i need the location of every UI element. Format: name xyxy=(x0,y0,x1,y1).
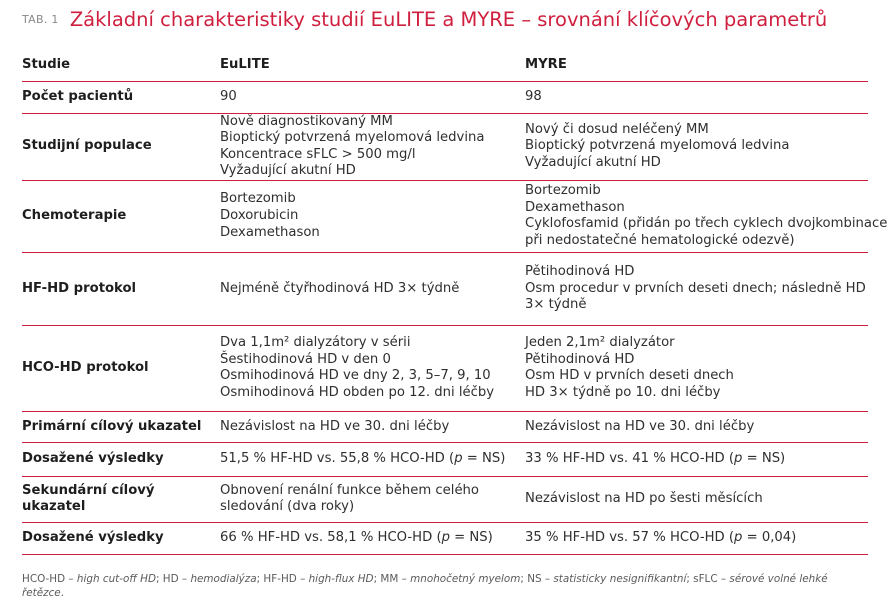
cell-line: sledování (dva roky) xyxy=(220,499,355,515)
footnote-end: ; xyxy=(520,573,528,585)
cell-line: Dva 1,1m² dialyzátory v sérii xyxy=(220,335,411,351)
cell-line: Nejméně čtyřhodinová HD 3× týdně xyxy=(220,280,460,296)
cell-line: 98 xyxy=(525,88,542,104)
table-row xyxy=(22,180,868,252)
cell-line: Cyklofosfamid (přidán po třech cyklech dvojkombinace xyxy=(525,216,888,232)
cell-line: Bortezomib xyxy=(525,183,601,199)
table-row xyxy=(22,522,868,554)
cell-myre xyxy=(525,325,868,411)
table-row xyxy=(22,252,868,325)
cell-line: při nedostatečné hematologické odezvě) xyxy=(525,232,795,248)
cell-line: Nově diagnostikovaný MM xyxy=(220,113,393,129)
footnote-abbr: sFLC xyxy=(693,573,718,585)
footnote-sep: – xyxy=(178,573,191,585)
cell-line: Bioptický potvrzená myelomová ledvina xyxy=(525,138,790,154)
cell-eulite xyxy=(220,325,525,411)
row-label: Studijní populace xyxy=(22,113,220,180)
cell-eulite xyxy=(220,522,525,554)
footnote-sep: – xyxy=(398,573,411,585)
cell-line: 66 % HF-HD vs. 58,1 % HCO-HD (p = NS) xyxy=(220,530,493,546)
footnote-def: high cut-off HD xyxy=(76,573,156,585)
cell-line: HD 3× týdně po 10. dni léčby xyxy=(525,384,721,400)
cell-line: 90 xyxy=(220,88,237,104)
footnote-def: statisticky nesignifikantní xyxy=(553,573,687,585)
footnote-abbr: MM xyxy=(380,573,399,585)
cell-myre xyxy=(525,252,868,325)
cell-eulite xyxy=(220,252,525,325)
footnote-def: mnohočetný myelom xyxy=(410,573,521,585)
cell-line: Osmihodinová HD ve dny 2, 3, 5–7, 9, 10 xyxy=(220,368,491,384)
table-header-row xyxy=(22,50,868,81)
cell-eulite xyxy=(220,442,525,476)
footnote-sep: – xyxy=(541,573,554,585)
cell-myre xyxy=(525,476,868,522)
cell-line: Vyžadující akutní HD xyxy=(220,163,356,179)
comparison-table xyxy=(22,50,888,555)
cell-line: Pětihodinová HD xyxy=(525,263,635,279)
column-header-studie: Studie xyxy=(22,50,220,81)
cell-line: Osmihodinová HD obden po 12. dni léčby xyxy=(220,384,495,400)
row-label: Počet pacientů xyxy=(22,81,220,113)
cell-line: Pětihodinová HD xyxy=(525,351,635,367)
table-row xyxy=(22,476,868,522)
cell-myre xyxy=(525,442,868,476)
cell-eulite xyxy=(220,411,525,442)
cell-line: Dexamethason xyxy=(220,224,320,240)
table-row xyxy=(22,411,868,442)
footnote-def: sérové volné lehké řetězce xyxy=(22,573,828,599)
footnote-end: ; xyxy=(373,573,381,585)
cell-myre xyxy=(525,81,868,113)
cell-line: Nový či dosud neléčený MM xyxy=(525,121,709,137)
cell-myre xyxy=(525,180,888,252)
row-label: HF-HD protokol xyxy=(22,252,220,325)
cell-line: Doxorubicin xyxy=(220,208,299,224)
row-label: Primární cílový ukazatel xyxy=(22,411,220,442)
cell-line: 33 % HF-HD vs. 41 % HCO-HD (p = NS) xyxy=(525,451,786,467)
footnote-abbr: HF-HD xyxy=(263,573,297,585)
cell-line: 3× týdně xyxy=(525,297,587,313)
footnote-end: ; xyxy=(686,573,694,585)
cell-myre xyxy=(525,411,868,442)
row-label: Dosažené výsledky xyxy=(22,442,220,476)
cell-line: 51,5 % HF-HD vs. 55,8 % HCO-HD (p = NS) xyxy=(220,451,506,467)
cell-line: Vyžadující akutní HD xyxy=(525,154,661,170)
table-row xyxy=(22,325,868,411)
cell-eulite xyxy=(220,180,525,252)
table-caption xyxy=(22,8,827,31)
cell-line: Nezávislost na HD po šesti měsících xyxy=(525,491,763,507)
footnote-sep: – xyxy=(65,573,77,585)
cell-myre xyxy=(525,113,868,180)
cell-eulite xyxy=(220,476,525,522)
cell-line: Jeden 2,1m² dialyzátor xyxy=(525,335,675,351)
row-label: Chemoterapie xyxy=(22,180,220,252)
footnote-end: . xyxy=(60,586,65,599)
footnote-sep: – xyxy=(717,573,730,585)
cell-line: 35 % HF-HD vs. 57 % HCO-HD (p = 0,04) xyxy=(525,530,797,546)
footnote-abbr: HCO-HD xyxy=(22,573,66,585)
cell-line: Bioptický potvrzená myelomová ledvina xyxy=(220,130,485,146)
table-title: Základní charakteristiky studií EuLITE a MYRE – srovnání klíčových parametrů xyxy=(69,8,828,31)
cell-myre xyxy=(525,522,868,554)
footnote xyxy=(22,573,870,600)
footnote-sep: – xyxy=(296,573,309,585)
row-label: HCO-HD protokol xyxy=(22,325,220,411)
cell-eulite xyxy=(220,113,525,180)
cell-line: Koncentrace sFLC > 500 mg/l xyxy=(220,146,416,162)
cell-line: Obnovení renální funkce během celého xyxy=(220,482,479,498)
footnote-end: ; xyxy=(256,573,264,585)
table-row xyxy=(22,113,868,180)
table-row xyxy=(22,442,868,476)
cell-eulite xyxy=(220,81,525,113)
column-header-eulite: EuLITE xyxy=(220,50,525,81)
cell-line: Nezávislost na HD ve 30. dni léčby xyxy=(220,418,450,434)
cell-line: Osm procedur v prvních deseti dnech; následně HD xyxy=(525,280,866,296)
tab-label: TAB. 1 xyxy=(22,13,59,26)
row-label: Dosažené výsledky xyxy=(22,522,220,554)
row-label: Sekundární cílový ukazatel xyxy=(22,476,220,522)
footnote-end: ; xyxy=(155,573,163,585)
cell-line: Šestihodinová HD v den 0 xyxy=(220,351,391,367)
cell-line: Osm HD v prvních deseti dnech xyxy=(525,368,734,384)
table-row xyxy=(22,81,868,113)
cell-line: Bortezomib xyxy=(220,191,296,207)
footnote-abbr: NS xyxy=(527,573,542,585)
footnote-abbr: HD xyxy=(162,573,179,585)
cell-line: Nezávislost na HD ve 30. dni léčby xyxy=(525,418,755,434)
footnote-def: high-flux HD xyxy=(308,573,374,585)
footnote-def: hemodialýza xyxy=(190,573,257,585)
column-header-myre: MYRE xyxy=(525,50,868,81)
cell-line: Dexamethason xyxy=(525,199,625,215)
